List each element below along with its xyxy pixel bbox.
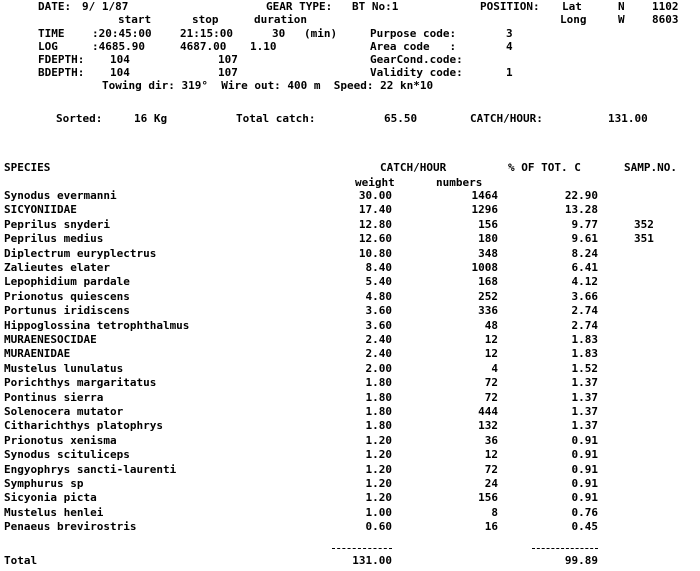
- weight-value: 1.80: [365, 419, 392, 432]
- total-weight: 131.00: [352, 554, 392, 567]
- percent-total-column-header: % OF TOT. C: [508, 161, 581, 174]
- weight-value: 1.20: [365, 491, 392, 504]
- species-name: Prionotus xenisma: [4, 434, 117, 447]
- species-name: MURAENIDAE: [4, 347, 71, 360]
- towing-info: Towing dir: 319° Wire out: 400 m Speed: 22 kn*10: [102, 79, 434, 92]
- numbers-value: 444: [478, 405, 498, 418]
- weight-value: 5.40: [365, 275, 392, 288]
- long-value: 8603: [652, 13, 679, 26]
- percent-value: 9.61: [571, 232, 598, 245]
- date-label: DATE:: [38, 0, 72, 13]
- percent-value: 1.37: [571, 419, 598, 432]
- sample-number-value: 352: [634, 218, 654, 231]
- weight-value: 8.40: [365, 261, 392, 274]
- percent-value: 1.37: [571, 376, 598, 389]
- percent-value: 1.83: [571, 347, 598, 360]
- log-label: LOG: [38, 40, 58, 53]
- lat-hemisphere: N: [618, 0, 625, 13]
- col-stop-heading: stop: [192, 13, 219, 26]
- numbers-value: 1296: [471, 203, 498, 216]
- percent-value: 8.24: [571, 247, 598, 260]
- bdepth-label: BDEPTH:: [38, 66, 85, 79]
- species-name: MURAENESOCIDAE: [4, 333, 97, 346]
- percent-value: 13.28: [564, 203, 598, 216]
- percent-value: 1.37: [571, 391, 598, 404]
- fdepth-label: FDEPTH:: [38, 53, 85, 66]
- percent-value: 2.74: [571, 319, 598, 332]
- validity-code-value: 1: [506, 66, 513, 79]
- catch-hour-column-header: CATCH/HOUR: [380, 161, 447, 174]
- numbers-value: 24: [484, 477, 498, 490]
- numbers-value: 72: [484, 463, 498, 476]
- position-label: POSITION:: [480, 0, 540, 13]
- numbers-value: 72: [484, 391, 498, 404]
- total-catch-value: 65.50: [384, 112, 418, 125]
- species-name: Prionotus quiescens: [4, 290, 130, 303]
- numbers-value: 156: [478, 491, 498, 504]
- weight-value: 3.60: [365, 304, 392, 317]
- species-name: Mustelus henlei: [4, 506, 104, 519]
- purpose-code-value: 3: [506, 27, 513, 40]
- species-name: Sicyonia picta: [4, 491, 97, 504]
- species-name: Symphurus sp: [4, 477, 84, 490]
- species-name: Citharichthys platophrys: [4, 419, 163, 432]
- percent-value: 6.41: [571, 261, 598, 274]
- percent-value: 9.77: [571, 218, 598, 231]
- total-percent: 99.89: [564, 554, 598, 567]
- percent-value: 0.91: [571, 463, 598, 476]
- numbers-value: 336: [478, 304, 498, 317]
- species-column-header: SPECIES: [4, 161, 51, 174]
- numbers-value: 12: [484, 333, 498, 346]
- species-name: Solenocera mutator: [4, 405, 124, 418]
- species-name: Engyophrys sancti-laurenti: [4, 463, 177, 476]
- weight-value: 3.60: [365, 319, 392, 332]
- time-label: TIME: [38, 27, 65, 40]
- weight-value: 1.20: [365, 477, 392, 490]
- percent-value: 1.37: [571, 405, 598, 418]
- weight-value: 1.80: [365, 376, 392, 389]
- time-unit: (min): [304, 27, 338, 40]
- percent-value: 4.12: [571, 275, 598, 288]
- percent-value: 22.90: [564, 189, 598, 202]
- numbers-value: 8: [491, 506, 498, 519]
- purpose-code-label: Purpose code:: [370, 27, 457, 40]
- log-start: :4685.90: [92, 40, 145, 53]
- numbers-value: 252: [478, 290, 498, 303]
- species-name: SICYONIIDAE: [4, 203, 77, 216]
- numbers-value: 156: [478, 218, 498, 231]
- numbers-value: 168: [478, 275, 498, 288]
- area-code-value: 4: [506, 40, 513, 53]
- sample-number-value: 351: [634, 232, 654, 245]
- numbers-value: 348: [478, 247, 498, 260]
- percent-value: 1.52: [571, 362, 598, 375]
- numbers-value: 4: [491, 362, 498, 375]
- numbers-value: 48: [484, 319, 498, 332]
- sorted-label: Sorted:: [56, 112, 103, 125]
- percent-value: 0.76: [571, 506, 598, 519]
- fdepth-start: 104: [110, 53, 130, 66]
- time-duration: 30: [272, 27, 286, 40]
- fdepth-stop: 107: [218, 53, 238, 66]
- weight-value: 4.80: [365, 290, 392, 303]
- log-duration: 1.10: [250, 40, 277, 53]
- gear-type-value: BT No:1: [352, 0, 399, 13]
- species-name: Penaeus brevirostris: [4, 520, 137, 533]
- species-name: Mustelus lunulatus: [4, 362, 124, 375]
- numbers-subheader: numbers: [436, 176, 483, 189]
- time-start: :20:45:00: [92, 27, 152, 40]
- col-start-heading: start: [118, 13, 152, 26]
- total-label: Total: [4, 554, 38, 567]
- numbers-value: 12: [484, 347, 498, 360]
- species-name: Pontinus sierra: [4, 391, 104, 404]
- weight-subheader: weight: [355, 176, 395, 189]
- percent-value: 0.91: [571, 448, 598, 461]
- sample-number-column-header: SAMP.NO.: [624, 161, 677, 174]
- percent-value: 1.83: [571, 333, 598, 346]
- total-percent-separator: [532, 548, 598, 549]
- numbers-value: 72: [484, 376, 498, 389]
- species-name: Lepophidium pardale: [4, 275, 130, 288]
- species-name: Hippoglossina tetrophthalmus: [4, 319, 190, 332]
- catch-hour-value: 131.00: [608, 112, 648, 125]
- lat-value: 1102: [652, 0, 679, 13]
- numbers-value: 1008: [471, 261, 498, 274]
- species-name: Peprilus snyderi: [4, 218, 110, 231]
- log-stop: 4687.00: [180, 40, 227, 53]
- weight-value: 1.00: [365, 506, 392, 519]
- species-name: Synodus scituliceps: [4, 448, 130, 461]
- weight-value: 10.80: [358, 247, 392, 260]
- catch-hour-label: CATCH/HOUR:: [470, 112, 543, 125]
- numbers-value: 12: [484, 448, 498, 461]
- weight-value: 12.60: [358, 232, 392, 245]
- numbers-value: 132: [478, 419, 498, 432]
- sorted-value: 16 Kg: [134, 112, 168, 125]
- weight-value: 12.80: [358, 218, 392, 231]
- numbers-value: 36: [484, 434, 498, 447]
- lat-label: Lat: [562, 0, 582, 13]
- long-label: Long: [560, 13, 587, 26]
- weight-value: 1.80: [365, 391, 392, 404]
- weight-value: 1.20: [365, 434, 392, 447]
- gearcond-code-label: GearCond.code:: [370, 53, 463, 66]
- weight-value: 30.00: [358, 189, 392, 202]
- percent-value: 0.91: [571, 434, 598, 447]
- species-name: Portunus iridiscens: [4, 304, 130, 317]
- weight-value: 2.00: [365, 362, 392, 375]
- percent-value: 2.74: [571, 304, 598, 317]
- weight-value: 17.40: [358, 203, 392, 216]
- numbers-value: 1464: [471, 189, 498, 202]
- numbers-value: 16: [484, 520, 498, 533]
- long-hemisphere: W: [618, 13, 625, 26]
- weight-value: 2.40: [365, 333, 392, 346]
- gear-type-label: GEAR TYPE:: [266, 0, 333, 13]
- bdepth-stop: 107: [218, 66, 238, 79]
- date-value: 9/ 1/87: [82, 0, 129, 13]
- species-name: Porichthys margaritatus: [4, 376, 157, 389]
- numbers-value: 180: [478, 232, 498, 245]
- weight-value: 1.20: [365, 448, 392, 461]
- col-duration-heading: duration: [254, 13, 307, 26]
- time-stop: 21:15:00: [180, 27, 233, 40]
- weight-value: 2.40: [365, 347, 392, 360]
- total-catch-label: Total catch:: [236, 112, 316, 125]
- species-name: Synodus evermanni: [4, 189, 117, 202]
- weight-value: 1.80: [365, 405, 392, 418]
- percent-value: 3.66: [571, 290, 598, 303]
- species-name: Peprilus medius: [4, 232, 104, 245]
- bdepth-start: 104: [110, 66, 130, 79]
- percent-value: 0.91: [571, 491, 598, 504]
- total-weight-separator: [332, 548, 392, 549]
- percent-value: 0.45: [571, 520, 598, 533]
- weight-value: 1.20: [365, 463, 392, 476]
- validity-code-label: Validity code:: [370, 66, 463, 79]
- percent-value: 0.91: [571, 477, 598, 490]
- species-name: Diplectrum euryplectrus: [4, 247, 157, 260]
- area-code-label: Area code :: [370, 40, 457, 53]
- species-name: Zalieutes elater: [4, 261, 110, 274]
- weight-value: 0.60: [365, 520, 392, 533]
